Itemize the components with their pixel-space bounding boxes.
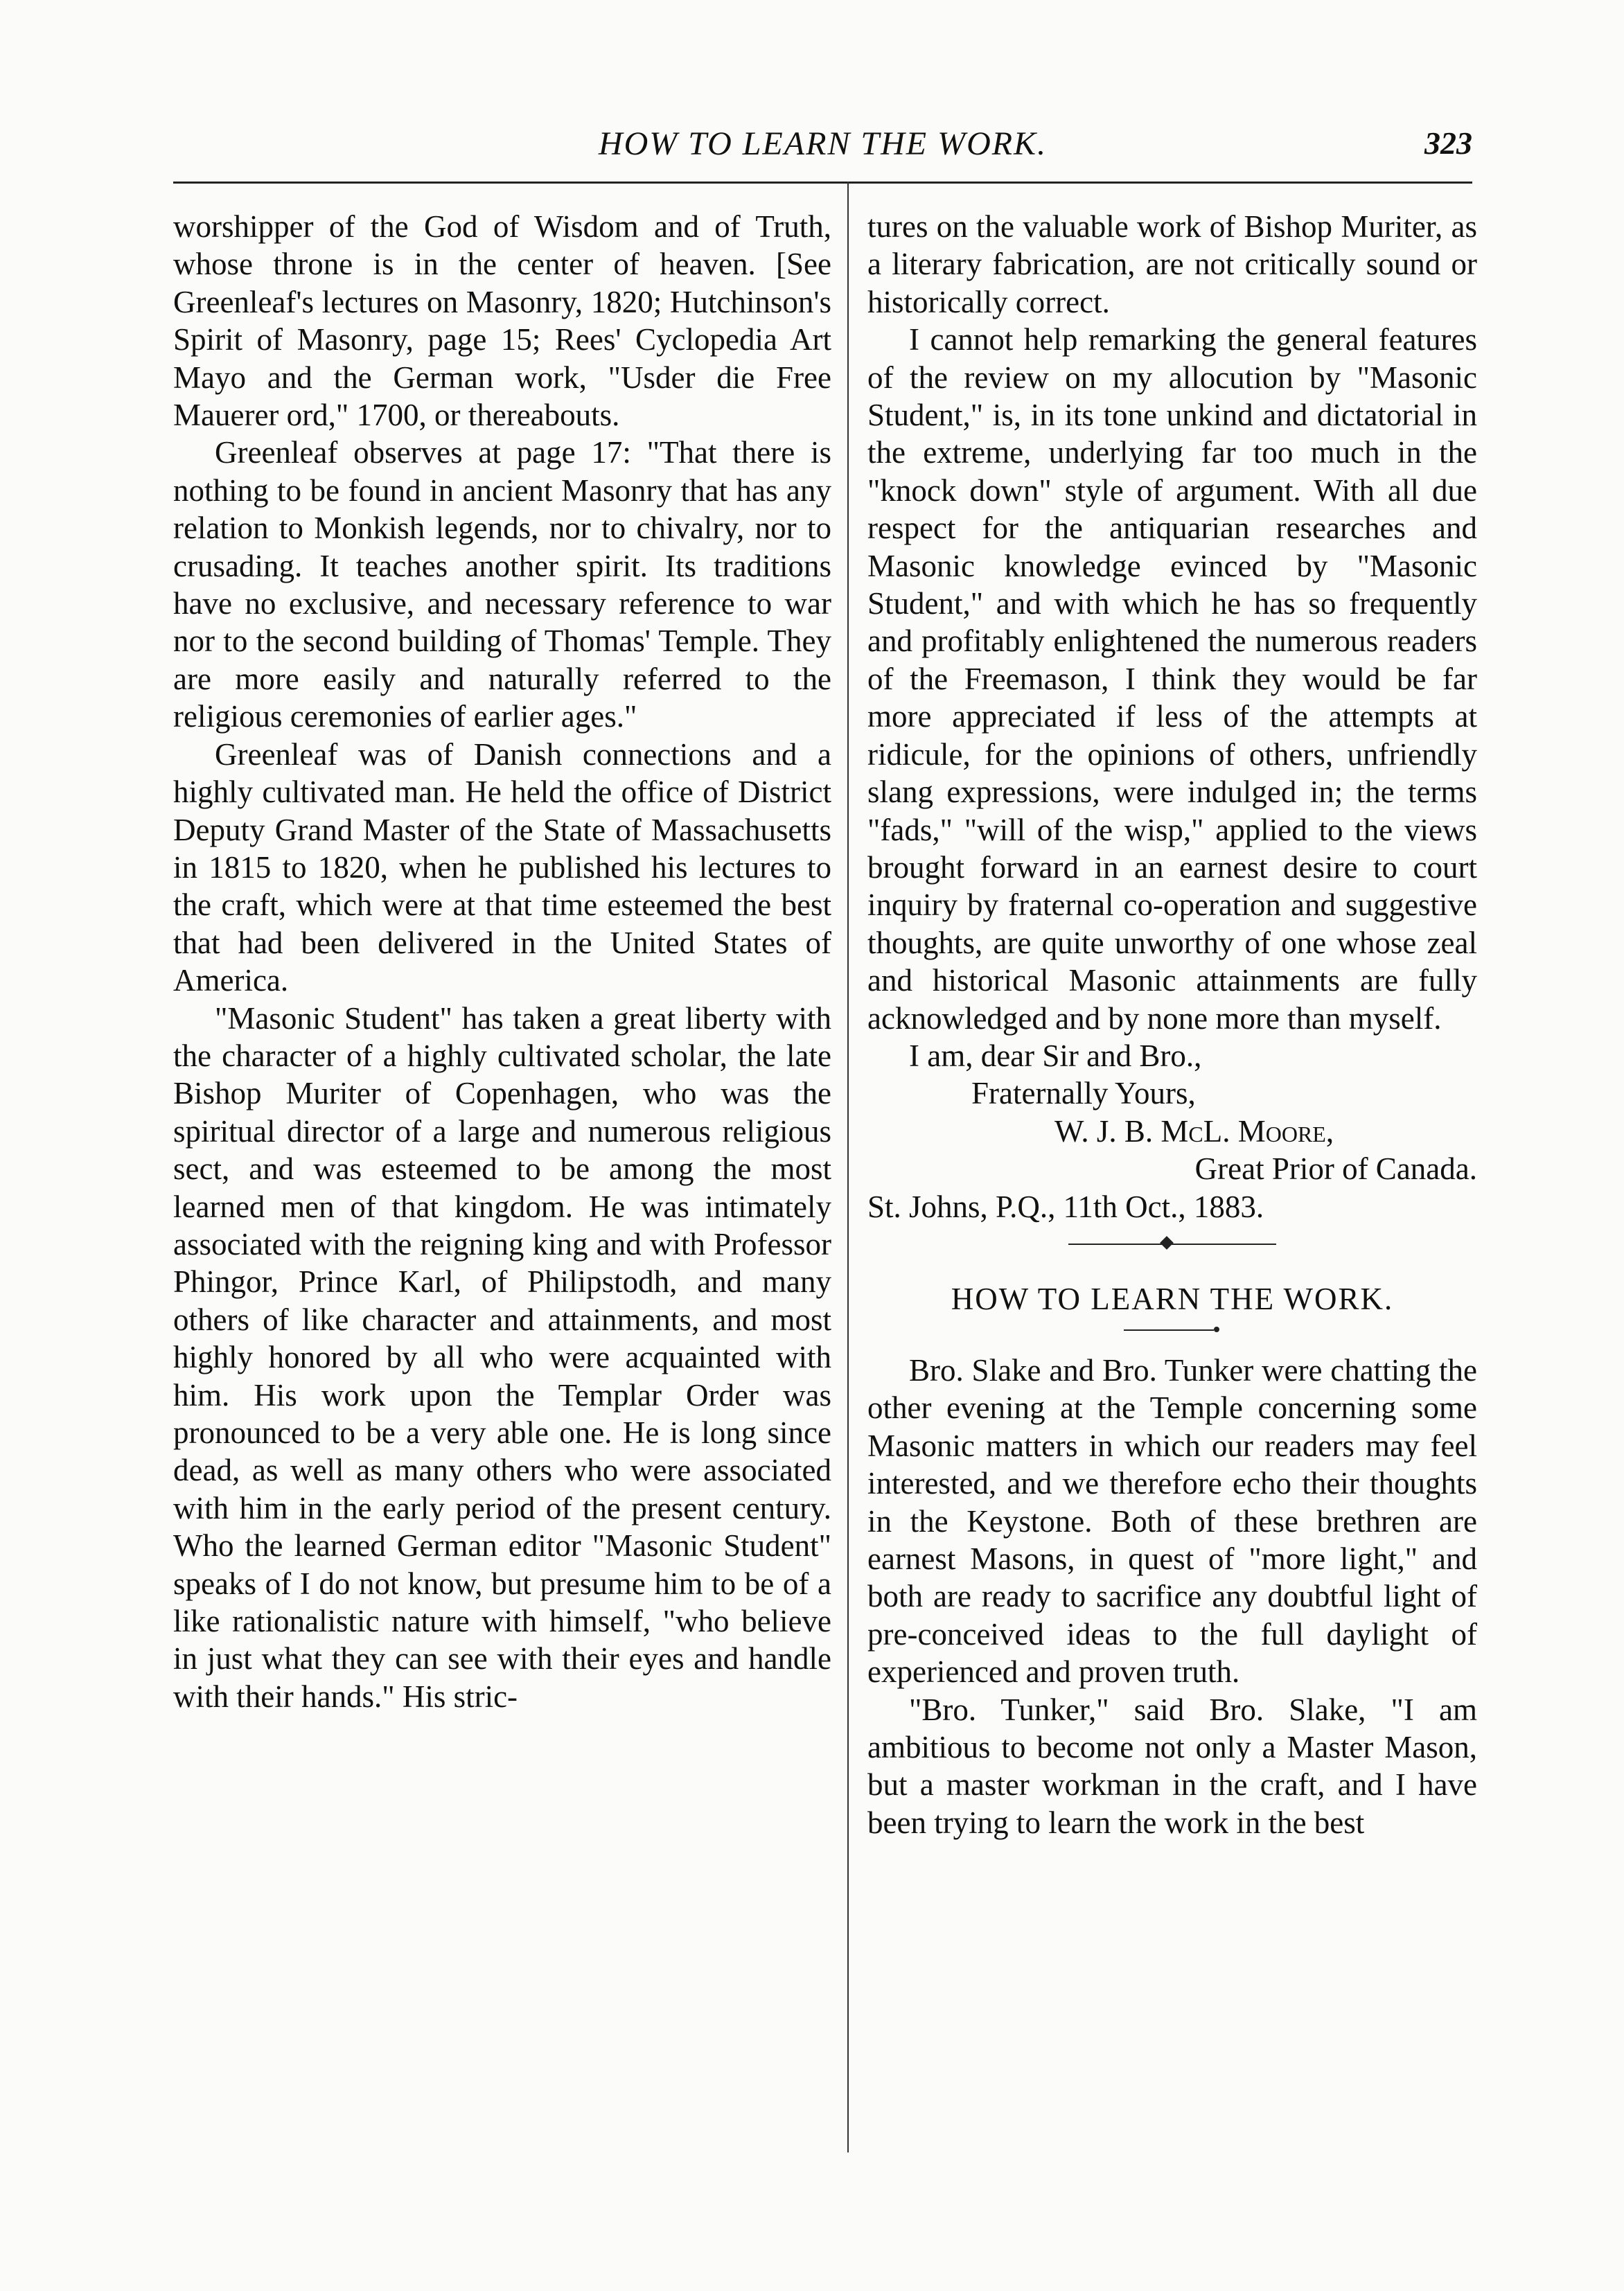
left-paragraph-1: worshipper of the God of Wisdom and of Truth, whose throne is in the center of heaven. [See Greenleaf's lectures on Masonry, 1820; Hutchinson's Spirit of Masonry, page 15; Rees' Cyclopedia Art Mayo and the German work, "Usder die Free Mauerer ord," 1700, or thereabouts.	[173, 209, 831, 433]
section-paragraph-1: Bro. Slake and Bro. Tunker were chatting the other evening at the Temple concerning some Masonic matters in which our readers may feel interested, and we therefore echo their thoughts in the Keystone. Both of these brethren are earnest Masons, in quest of "more light," and both are ready to sacrifice any doubtful light of pre-conceived ideas to the full daylight of experienced and proven truth.	[867, 1352, 1477, 1690]
page-header	[173, 125, 1472, 180]
running-title: HOW TO LEARN THE WORK.	[598, 125, 1048, 162]
section-title-rule	[867, 1320, 1477, 1352]
diamond-ornament-icon	[1160, 1236, 1174, 1250]
left-paragraph-4: "Masonic Student" has taken a great liberty with the character of a highly cultivated scholar, the late Bishop Muriter of Copenhagen, who was the spiritual director of a large and numerous religious sect, and was esteemed to be among the most learned men of that kingdom. He was intimately associated with the reigning king and with Professor Phingor, Prince Karl, of Philipstodh, and many others of like character and attainments, and most highly honored by all who were acquainted with him. His work upon the Templar Order was pronounced to be a very able one. He is long since dead, as well as many others who were associated with him in the early period of the present century. Who the learned German editor "Masonic Student" speaks of I do not know, but presume him to be of a like rationalistic nature with himself, "who believe in just what they can see with their eyes and handle with their hands." His stric-	[173, 1000, 831, 1714]
dot-ornament-icon	[1214, 1327, 1219, 1332]
signoff-title: Great Prior of Canada.	[1194, 1151, 1477, 1187]
signoff-name: W. J. B. McL. Moore,	[1054, 1113, 1334, 1149]
column-divider	[847, 182, 849, 2152]
signoff-salutation: I am, dear Sir and Bro.,	[909, 1038, 1202, 1073]
page-number: 323	[1424, 125, 1472, 161]
section-ornament	[867, 1226, 1477, 1274]
right-column	[867, 208, 1477, 1841]
signoff-closing: Fraternally Yours,	[971, 1076, 1196, 1111]
left-column	[173, 208, 831, 1715]
header-rule	[173, 182, 1472, 184]
left-paragraph-3: Greenleaf was of Danish connections and a highly cultivated man. He held the office of District Deputy Grand Master of the State of Massachusetts in 1815 to 1820, when he published his lectures to the craft, which were at that time esteemed the best that had been delivered in the United States of America.	[173, 736, 831, 998]
signoff-dateline: St. Johns, P.Q., 11th Oct., 1883.	[867, 1189, 1264, 1224]
right-paragraph-2: I cannot help remarking the general features of the review on my allocution by "Masonic Student," is, in its tone unkind and dictatorial in the extreme, underlying far too much in the "knock down" style of argument. With all due respect for the antiquarian researches and Masonic knowledge evinced by "Masonic Student," and with which he has so frequently and profitably enlightened the numerous readers of the Freemason, I think they would be far more appreciated if less of the attempts at ridicule, for the opinions of others, unfriendly slang expressions, were indulged in; the terms "fads," "will of the wisp," applied to the views brought forward in an earnest desire to court inquiry by fraternal co-operation and suggestive thoughts, are quite unworthy of one whose zeal and historical Masonic attainments are fully acknowledged and by none more than myself.	[867, 322, 1477, 1036]
left-paragraph-2: Greenleaf observes at page 17: "That there is nothing to be found in ancient Masonry that has any relation to Monkish legends, nor to chivalry, nor to crusading. It teaches another spirit. Its traditions have no exclusive, and necessary reference to war nor to the second building of Thomas' Temple. They are more easily and naturally referred to the religious ceremonies of earlier ages."	[173, 435, 831, 734]
section-paragraph-2: "Bro. Tunker," said Bro. Slake, "I am ambitious to become not only a Master Mason, but a master workman in the craft, and I have been trying to learn the work in the best	[867, 1692, 1477, 1840]
section-title: HOW TO LEARN THE WORK.	[951, 1281, 1394, 1316]
letter-signoff	[867, 1037, 1477, 1226]
right-paragraph-1: tures on the valuable work of Bishop Muriter, as a literary fabrication, are not critically sound or historically correct.	[867, 209, 1477, 319]
